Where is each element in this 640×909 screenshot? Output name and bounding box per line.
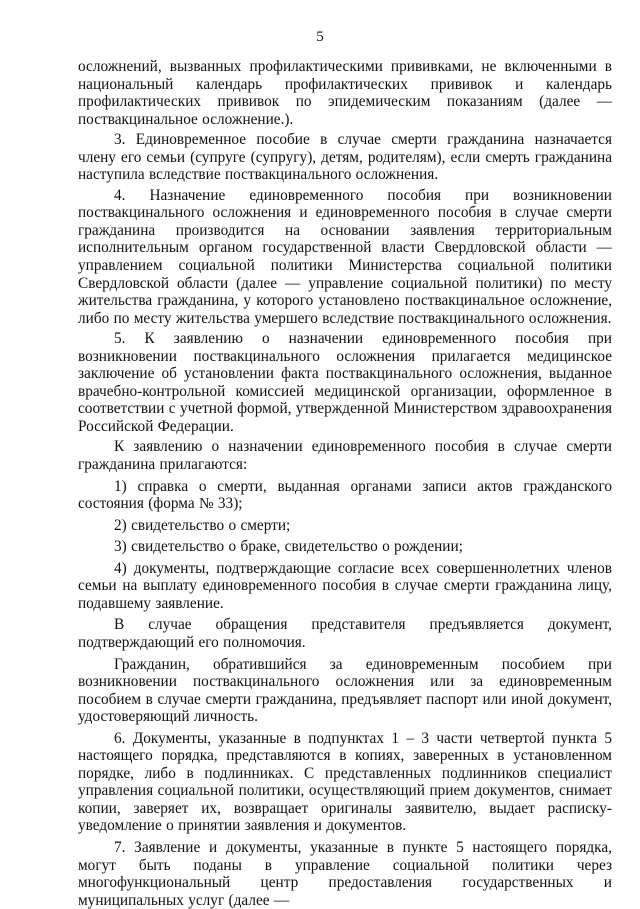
paragraph-item-3: 3. Единовременное пособие в случае смерти гражданина назначается члену его семьи (супруге (супругу), детям, родителям), если смерть гражданина наступила вследствие поствакцинального осложнения. <box>78 131 612 184</box>
document-body <box>78 58 612 909</box>
list-item-2: 2) свидетельство о смерти; <box>114 516 291 534</box>
paragraph-item-4: 4. Назначение единовременного пособия при возникновении поствакцинального осложнения и единовременного пособия в случае смерти гражданина производится на основании заявления территориальным исполнительным органом государственной власти Свердловской области — управлением социальной политики Министерства социальной политики Свердловской области (далее — управление социальной политики) по месту жительства гражданина, у которого установлено поствакцинальное осложнение, либо по месту жительства умершего вследствие поствакцинального осложнения. <box>78 186 612 327</box>
paragraph-death-attachments-intro: К заявлению о назначении единовременного пособия в случае смерти гражданина прилагаются: <box>78 438 612 474</box>
paragraph-item-5: 5. К заявлению о назначении единовременного пособия при возникновении поствакцинального осложнения прилагается медицинское заключение об установлении факта поствакцинального осложнения, выданное врачебно-контрольной комиссией медицинской организации, оформленное в соответствии с учетной формой, утвержденной Министерством здравоохранения Российской Федерации. <box>78 330 612 435</box>
paragraph-continuation: осложнений, вызванных профилактическими прививками, не включенными в национальный календарь профилактических прививок и календарь профилактических прививок по эпидемическим показаниям (далее — поствакцинальное осложнение.). <box>78 58 612 128</box>
paragraph-item-6: 6. Документы, указанные в подпунктах 1 – 3 части четвертой пункта 5 настоящего порядка, представляются в копиях, заверенных в установленном порядке, либо в подлинниках. С представленных подлинников специалист управления социальной политики, осуществляющий прием документов, снимает копии, заверяет их, возвращает оригиналы заявителю, выдает расписку-уведомление о принятии заявления и документов. <box>78 729 612 835</box>
page-number: 5 <box>316 29 324 45</box>
paragraph-representative: В случае обращения представителя предъявляется документ, подтверждающий его полномочия. <box>78 616 612 651</box>
list-item-4: 4) документы, подтверждающие согласие всех совершеннолетних членов семьи на выплату единовременного пособия в случае смерти гражданина лицу, подавшему заявление. <box>78 559 612 612</box>
paragraph-item-7: 7. Заявление и документы, указанные в пункте 5 настоящего порядка, могут быть поданы в управление социальной политики через многофункциональный центр предоставления государственных и муниципальных услуг (далее — <box>78 838 612 909</box>
list-item-1: 1) справка о смерти, выданная органами записи актов гражданского состояния (форма № 33); <box>78 477 612 513</box>
paragraph-citizen-passport: Гражданин, обратившийся за единовременным пособием при возникновении поствакцинального осложнения или за единовременным пособием в случае смерти гражданина, предъявляет паспорт или иной документ, удостоверяющий личность. <box>78 655 612 726</box>
list-item-3: 3) свидетельство о браке, свидетельство о рождении; <box>114 538 463 556</box>
